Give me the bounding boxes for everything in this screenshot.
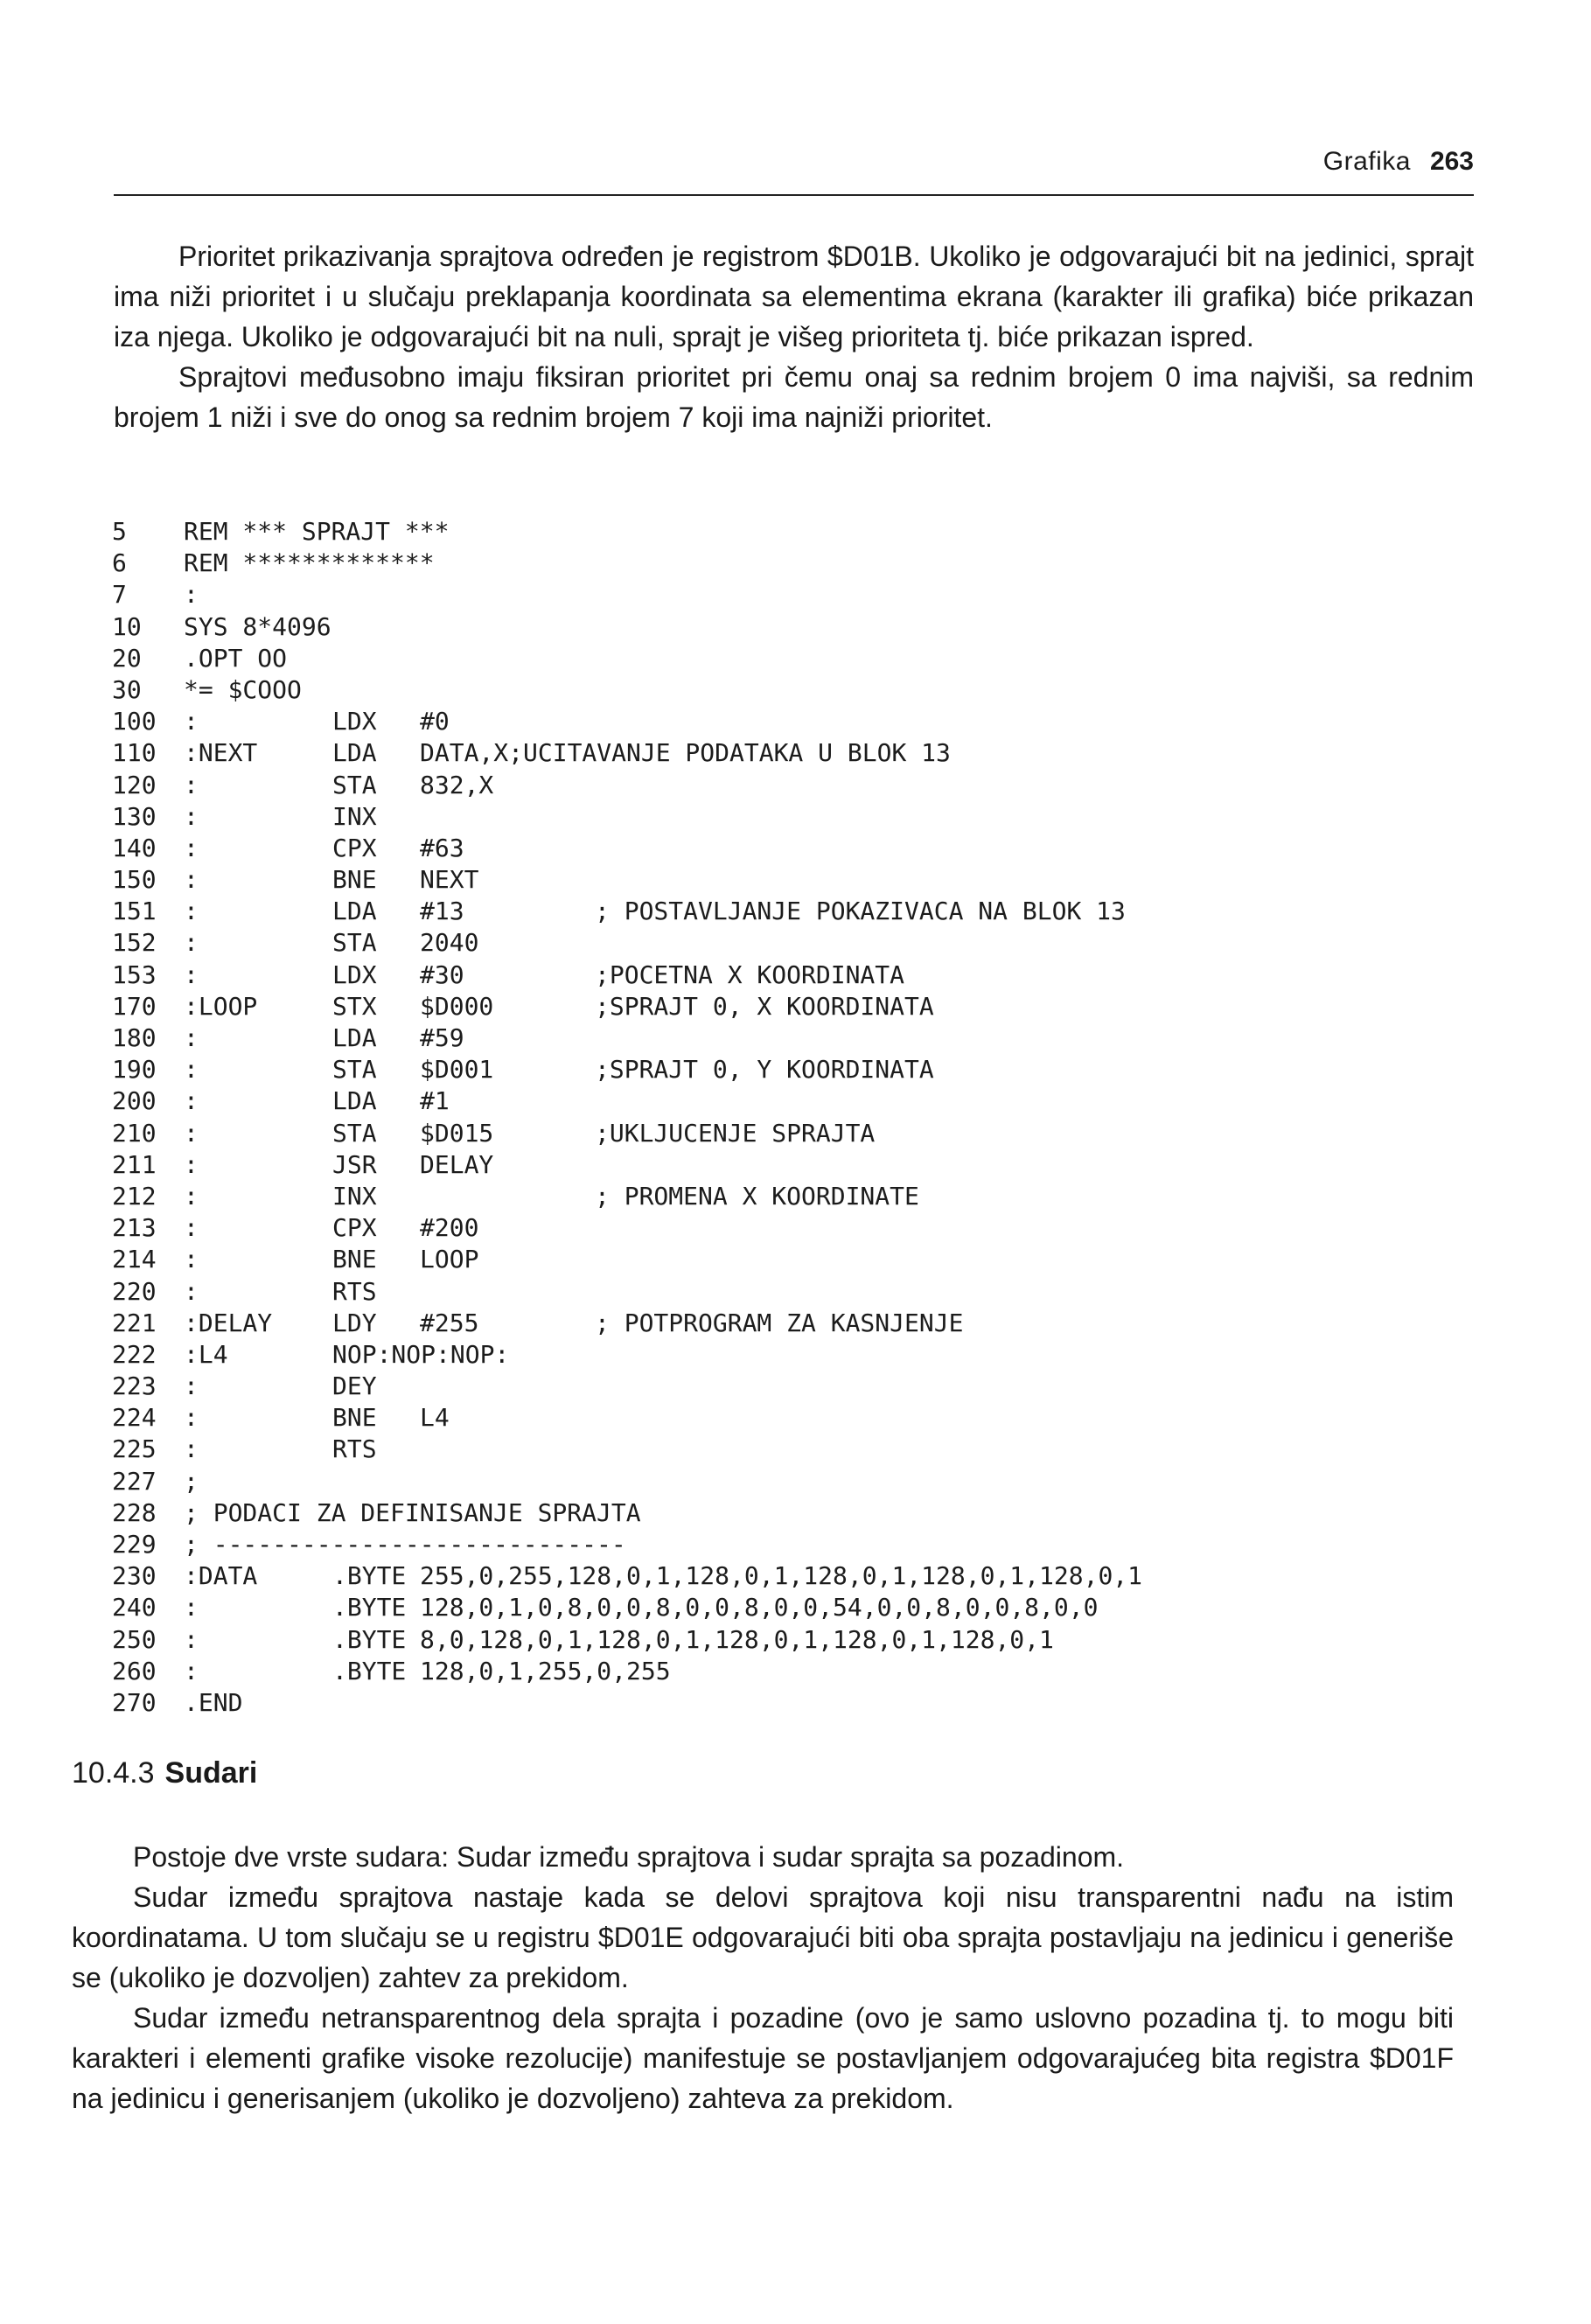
code-label: :DELAY [184, 1308, 273, 1337]
code-operand: #200 [420, 1213, 479, 1243]
code-comment: ; [184, 1466, 199, 1496]
code-line [112, 1181, 1476, 1212]
code-opcode: JSR [332, 1149, 377, 1179]
code-line [112, 960, 1476, 991]
code-comment: .OPT OO [184, 643, 288, 673]
code-line [112, 1054, 1476, 1085]
line-number: 212 [112, 1181, 157, 1211]
code-operand: 2040 [420, 928, 479, 958]
code-comment: ; PODACI ZA DEFINISANJE SPRAJTA [184, 1497, 641, 1527]
code-label: :LOOP [184, 991, 258, 1021]
code-opcode: INX [332, 801, 377, 831]
code-label: : [184, 1086, 199, 1116]
code-label: : [184, 1118, 199, 1148]
code-opcode: LDX [332, 960, 377, 989]
code-opcode: LDA [332, 1023, 377, 1052]
code-label: : [184, 1593, 199, 1623]
line-number: 120 [112, 770, 157, 799]
code-opcode: STX [332, 991, 377, 1021]
code-line [112, 1339, 1476, 1371]
code-opcode: CPX [332, 833, 377, 862]
line-number: 200 [112, 1086, 157, 1116]
code-label: :NEXT [184, 738, 258, 768]
code-comment: SYS 8*4096 [184, 611, 331, 641]
code-line [112, 611, 1476, 643]
code-comment: ;UKLJUCENJE SPRAJTA [595, 1118, 876, 1148]
code-opcode: NOP:NOP:NOP: [332, 1339, 510, 1369]
code-opcode: BNE [332, 1403, 377, 1433]
section-heading [72, 1756, 257, 1790]
code-comment: *= $COOO [184, 674, 302, 704]
code-operand: $D001 [420, 1055, 494, 1085]
code-label: :DATA [184, 1561, 258, 1591]
section-number: 10.4.3 [72, 1756, 155, 1790]
code-line [112, 1022, 1476, 1054]
line-number: 7 [112, 580, 127, 610]
code-opcode: .BYTE [332, 1656, 407, 1685]
code-operand: 832,X [420, 770, 494, 799]
code-opcode: STA [332, 1055, 377, 1085]
line-number: 6 [112, 548, 127, 578]
code-label: : [184, 1656, 199, 1685]
line-number: 270 [112, 1687, 157, 1717]
code-label: :L4 [184, 1339, 228, 1369]
code-opcode: LDA [332, 897, 377, 926]
code-label: : [184, 1276, 199, 1306]
code-line [112, 548, 1476, 579]
code-opcode: BNE [332, 1245, 377, 1274]
line-number: 221 [112, 1308, 157, 1337]
paragraph: Prioritet prikazivanja sprajtova određen je registrom $D01B. Ukoliko je odgovarajući bit na jedinici, sprajt ima niži prioritet i u slučaju preklapanja koordinata sa elementima ekrana (karakter ili grafika) biće prikazan iza njega. Ukoliko je odgovarajući bit na nuli, sprajt je višeg prioriteta tj. biće prikazan ispred. [114, 241, 1474, 352]
code-line [112, 1624, 1476, 1656]
code-line [112, 516, 1476, 548]
code-opcode: .BYTE [332, 1561, 407, 1591]
line-number: 151 [112, 897, 157, 926]
line-number: 260 [112, 1656, 157, 1685]
line-number: 5 [112, 517, 127, 546]
code-comment: ;SPRAJT 0, Y KOORDINATA [595, 1055, 934, 1085]
code-opcode: LDA [332, 1086, 377, 1116]
line-number: 110 [112, 738, 157, 768]
line-number: 227 [112, 1466, 157, 1496]
line-number: 228 [112, 1497, 157, 1527]
code-line [112, 706, 1476, 737]
code-line [112, 1560, 1476, 1592]
code-label: : [184, 1403, 199, 1433]
code-opcode: STA [332, 770, 377, 799]
code-line [112, 1592, 1476, 1623]
section-name: Sudari [164, 1756, 258, 1790]
code-listing [112, 516, 1476, 1719]
line-number: 170 [112, 991, 157, 1021]
code-opcode: STA [332, 1118, 377, 1148]
code-label: : [184, 707, 199, 736]
code-opcode: BNE [332, 865, 377, 895]
code-opcode: INX [332, 1181, 377, 1211]
code-line [112, 1529, 1476, 1560]
code-line [112, 1434, 1476, 1465]
code-comment: ; ---------------------------- [184, 1530, 626, 1559]
code-label: : [184, 897, 199, 926]
code-comment: REM ************* [184, 548, 435, 578]
line-number: 140 [112, 833, 157, 862]
code-label: : [184, 865, 199, 895]
code-line [112, 1308, 1476, 1339]
code-line [112, 1085, 1476, 1117]
code-label: : [184, 1245, 199, 1274]
code-operand: #1 [420, 1086, 450, 1116]
line-number: 10 [112, 611, 142, 641]
code-line [112, 1687, 1476, 1719]
line-number: 20 [112, 643, 142, 673]
code-label: : [184, 1624, 199, 1654]
code-operand: $D000 [420, 991, 494, 1021]
code-line [112, 674, 1476, 706]
line-number: 190 [112, 1055, 157, 1085]
code-label: : [184, 770, 199, 799]
code-line [112, 1402, 1476, 1434]
line-number: 214 [112, 1245, 157, 1274]
line-number: 30 [112, 674, 142, 704]
code-label: .END [184, 1687, 243, 1717]
line-number: 224 [112, 1403, 157, 1433]
code-line [112, 864, 1476, 896]
code-operand: 8,0,128,0,1,128,0,1,128,0,1,128,0,1,128,0,1 [420, 1624, 1054, 1654]
code-line [112, 1149, 1476, 1181]
code-operand: #30 [420, 960, 464, 989]
code-opcode: .BYTE [332, 1593, 407, 1623]
code-opcode: DEY [332, 1371, 377, 1401]
code-comment: ; POSTAVLJANJE POKAZIVACA NA BLOK 13 [595, 897, 1126, 926]
code-opcode: RTS [332, 1434, 377, 1464]
line-number: 229 [112, 1530, 157, 1559]
paragraph: Postoje dve vrste sudara: Sudar između sprajtova i sudar sprajta sa pozadinom. [133, 1841, 1125, 1873]
code-label: : [184, 833, 199, 862]
line-number: 210 [112, 1118, 157, 1148]
code-comment: ;SPRAJT 0, X KOORDINATA [595, 991, 934, 1021]
code-comment: ; POTPROGRAM ZA KASNJENJE [595, 1308, 964, 1337]
code-label: : [184, 801, 199, 831]
code-comment: ;POCETNA X KOORDINATA [595, 960, 905, 989]
code-operand: DELAY [420, 1149, 494, 1179]
code-label: : [184, 1149, 199, 1179]
code-operand: $D015 [420, 1118, 494, 1148]
running-head [114, 147, 1474, 185]
code-label: : [184, 1371, 199, 1401]
code-line [112, 896, 1476, 927]
code-line [112, 579, 1476, 611]
code-comment: : [184, 580, 199, 610]
line-number: 100 [112, 707, 157, 736]
page-number: 263 [1429, 147, 1474, 176]
code-operand: 255,0,255,128,0,1,128,0,1,128,0,1,128,0,1,128,0,1 [420, 1561, 1143, 1591]
code-opcode: STA [332, 928, 377, 958]
code-operand: LOOP [420, 1245, 479, 1274]
code-opcode: .BYTE [332, 1624, 407, 1654]
code-line [112, 1212, 1476, 1244]
code-label: : [184, 1213, 199, 1243]
line-number: 222 [112, 1339, 157, 1369]
line-number: 211 [112, 1149, 157, 1179]
line-number: 152 [112, 928, 157, 958]
code-operand: L4 [420, 1403, 450, 1433]
code-line [112, 1466, 1476, 1497]
paragraph: Sudar između netransparentnog dela sprajta i pozadine (ovo je samo uslovno pozadina tj. to mogu biti karakteri i elementi grafike visoke rezolucije) manifestuje se postavljanjem odgovarajućeg bita registra $D01F na jedinicu i generisanjem (ukoliko je dozvoljeno) zahteva za prekidom. [72, 2002, 1454, 2114]
paragraph: Sprajtovi međusobno imaju fiksiran prioritet pri čemu onaj sa rednim brojem 0 ima najviši, sa rednim brojem 1 niži i sve do onog sa rednim brojem 7 koji ima najniži prioritet. [114, 361, 1474, 433]
line-number: 223 [112, 1371, 157, 1401]
code-operand: 128,0,1,0,8,0,0,8,0,0,8,0,0,54,0,0,8,0,0,8,0,0 [420, 1593, 1099, 1623]
code-operand: #13 [420, 897, 464, 926]
header-rule [114, 194, 1474, 196]
code-opcode: LDA [332, 738, 377, 768]
code-operand: #59 [420, 1023, 464, 1052]
code-line [112, 927, 1476, 959]
line-number: 180 [112, 1023, 157, 1052]
code-line [112, 643, 1476, 674]
code-label: : [184, 1434, 199, 1464]
line-number: 250 [112, 1624, 157, 1654]
code-opcode: RTS [332, 1276, 377, 1306]
collisions-text [72, 1837, 1454, 2118]
code-line [112, 1371, 1476, 1402]
code-line [112, 770, 1476, 801]
code-operand: #63 [420, 833, 464, 862]
code-line [112, 737, 1476, 769]
code-opcode: LDX [332, 707, 377, 736]
code-opcode: LDY [332, 1308, 377, 1337]
code-operand: 128,0,1,255,0,255 [420, 1656, 671, 1685]
code-line [112, 833, 1476, 864]
intro-text [114, 236, 1474, 437]
code-line [112, 801, 1476, 833]
code-operand: DATA,X;UCITAVANJE PODATAKA U BLOK 13 [420, 738, 951, 768]
code-label: : [184, 960, 199, 989]
code-line [112, 1118, 1476, 1149]
line-number: 225 [112, 1434, 157, 1464]
line-number: 213 [112, 1213, 157, 1243]
code-label: : [184, 1023, 199, 1052]
paragraph: Sudar između sprajtova nastaje kada se delovi sprajtova koji nisu transparentni nađu na istim koordinatama. U tom slučaju se u registru $D01E odgovarajući biti oba sprajta postavljaju na jedinicu i generiše se (ukoliko je dozvoljen) zahtev za prekidom. [72, 1881, 1454, 1993]
code-line [112, 1244, 1476, 1275]
code-line [112, 1276, 1476, 1308]
code-operand: #255 [420, 1308, 479, 1337]
line-number: 220 [112, 1276, 157, 1306]
line-number: 153 [112, 960, 157, 989]
section-title: Grafika [1322, 147, 1411, 176]
code-comment: REM *** SPRAJT *** [184, 517, 450, 546]
code-label: : [184, 1055, 199, 1085]
code-operand: NEXT [420, 865, 479, 895]
code-label: : [184, 1181, 199, 1211]
code-line [112, 1497, 1476, 1529]
code-line [112, 1656, 1476, 1687]
line-number: 240 [112, 1593, 157, 1623]
code-comment: ; PROMENA X KOORDINATE [595, 1181, 919, 1211]
code-line [112, 991, 1476, 1022]
line-number: 150 [112, 865, 157, 895]
line-number: 230 [112, 1561, 157, 1591]
code-operand: #0 [420, 707, 450, 736]
line-number: 130 [112, 801, 157, 831]
code-label: : [184, 928, 199, 958]
code-opcode: CPX [332, 1213, 377, 1243]
